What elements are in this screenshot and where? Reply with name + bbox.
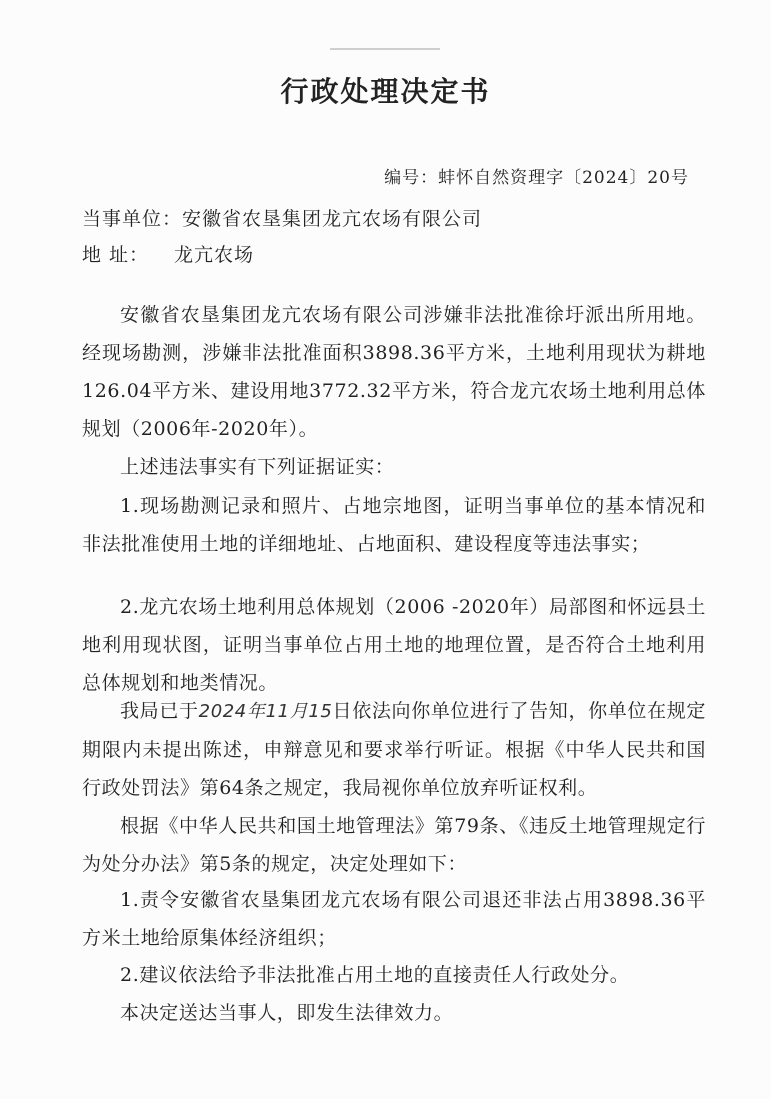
intro-paragraph: 安徽省农垦集团龙亢农场有限公司涉嫌非法批准徐圩派出所用地。经现场勘测，涉嫌非法批准面积3898.36平方米，土地利用现状为耕地126.04平方米、建设用地3772.32平方米，符合龙亢农场土地利用总体规划（2006年-2020年）。 xyxy=(82,304,706,440)
address-value: 龙亢农场 xyxy=(174,244,255,266)
address-label: 地 址： xyxy=(82,244,150,266)
notice-paragraph xyxy=(82,692,706,807)
decision-item-2: 2.建议依法给予非法批准占用土地的直接责任人行政处分。 xyxy=(120,964,630,986)
notice-prefix: 我局已于 xyxy=(120,700,199,722)
document-title: 行政处理决定书 xyxy=(280,75,491,108)
decision-item-1: 1.责令安徽省农垦集团龙亢农场有限公司退还非法占用3898.36平方米土地给原集体经济组织； xyxy=(82,889,706,949)
handwritten-date: 2024年11月15 xyxy=(198,701,333,722)
legal-basis-paragraph: 根据《中华人民共和国土地管理法》第79条、《违反土地管理规定行为处分办法》第5条的规定，决定处理如下： xyxy=(82,815,706,875)
evidence-item-1: 1.现场勘测记录和照片、占地宗地图，证明当事单位的基本情况和非法批准使用土地的详细地址、占地面积、建设程度等违法事实； xyxy=(82,495,706,555)
party-value: 安徽省农垦集团龙亢农场有限公司 xyxy=(182,208,483,230)
party-line xyxy=(82,204,482,231)
evidence-item-2: 2.龙亢农场土地利用总体规划（2006 -2020年）局部图和怀远县土地利用现状图，证明当事单位占用土地的地理位置，是否符合土地利用总体规划和地类情况。 xyxy=(82,596,706,694)
scan-mark xyxy=(330,48,440,50)
evidence-heading: 上述违法事实有下列证据证实： xyxy=(120,456,395,478)
notice-suffix: 日依法向你单位进行了告知，你单位在规定期限内未提出陈述，申辩意见和要求举行听证。根据《中华人民共和国行政处罚法》第64条之规定，我局视你单位放弃听证权利。 xyxy=(82,700,707,799)
effect-statement: 本决定送达当事人，即发生法律效力。 xyxy=(120,1002,454,1024)
party-label: 当事单位： xyxy=(82,208,183,230)
document-number: 编号：蚌怀自然资理字〔2024〕20号 xyxy=(384,168,689,188)
address-line xyxy=(82,240,254,267)
